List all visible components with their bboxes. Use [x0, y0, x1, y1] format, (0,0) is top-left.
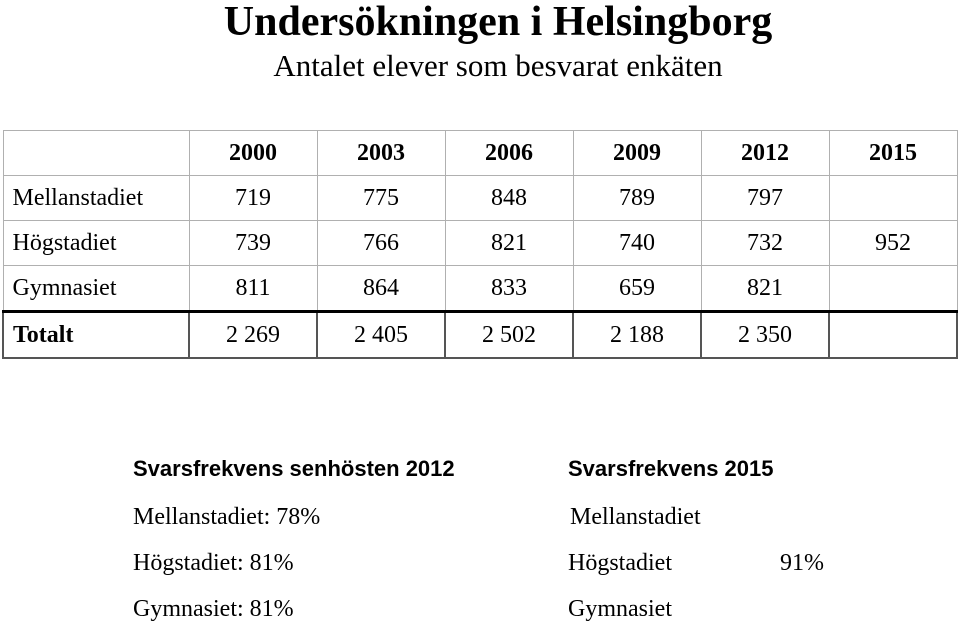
table-cell: 732 [701, 221, 829, 266]
year-header: 2003 [317, 131, 445, 176]
year-header: 2009 [573, 131, 701, 176]
table-cell: 789 [573, 176, 701, 221]
row-label: Mellanstadiet [3, 176, 189, 221]
table-cell: 952 [829, 221, 957, 266]
table-cell: 659 [573, 266, 701, 312]
total-cell: 2 269 [189, 312, 317, 359]
table-row [3, 176, 957, 221]
table-cell: 864 [317, 266, 445, 312]
total-cell: 2 502 [445, 312, 573, 359]
rates-2015-heading: Svarsfrekvens 2015 [568, 456, 774, 481]
year-header: 2000 [189, 131, 317, 176]
survey-table [2, 130, 958, 359]
rates-2015-label: Gymnasiet [568, 596, 672, 622]
total-cell: 2 350 [701, 312, 829, 359]
rates-2012-item: Gymnasiet: 81% [133, 596, 294, 622]
rates-2015-label: Högstadiet [568, 550, 672, 576]
rates-2015-label: Mellanstadiet [570, 504, 701, 530]
total-cell: 2 405 [317, 312, 445, 359]
table-cell: 811 [189, 266, 317, 312]
year-header: 2015 [829, 131, 957, 176]
total-cell [829, 312, 957, 359]
rates-2012-item: Mellanstadiet: 78% [133, 504, 321, 530]
table-row [3, 221, 957, 266]
total-label: Totalt [3, 312, 189, 359]
page-subtitle: Antalet elever som besvarat enkäten [273, 48, 723, 83]
page-title: Undersökningen i Helsingborg [223, 0, 773, 45]
year-header: 2012 [701, 131, 829, 176]
table-cell: 775 [317, 176, 445, 221]
table-cell: 797 [701, 176, 829, 221]
table-cell: 719 [189, 176, 317, 221]
table-cell: 739 [189, 221, 317, 266]
row-label: Gymnasiet [3, 266, 189, 312]
table-cell: 740 [573, 221, 701, 266]
response-rates-2012 [133, 455, 533, 623]
table-cell: 821 [445, 221, 573, 266]
table-cell [829, 266, 957, 312]
rates-2012-item: Högstadiet: 81% [133, 550, 294, 576]
response-rates-2015 [568, 455, 868, 623]
table-row [3, 266, 957, 312]
rates-2012-heading: Svarsfrekvens senhösten 2012 [133, 456, 455, 481]
table-header-row [3, 131, 957, 176]
header-empty-cell [3, 131, 189, 176]
table-cell: 848 [445, 176, 573, 221]
row-label: Högstadiet [3, 221, 189, 266]
total-cell: 2 188 [573, 312, 701, 359]
table-cell [829, 176, 957, 221]
total-row [3, 312, 957, 359]
table-cell: 833 [445, 266, 573, 312]
table-cell: 766 [317, 221, 445, 266]
table-cell: 821 [701, 266, 829, 312]
rates-2015-value: 91% [780, 550, 824, 576]
year-header: 2006 [445, 131, 573, 176]
